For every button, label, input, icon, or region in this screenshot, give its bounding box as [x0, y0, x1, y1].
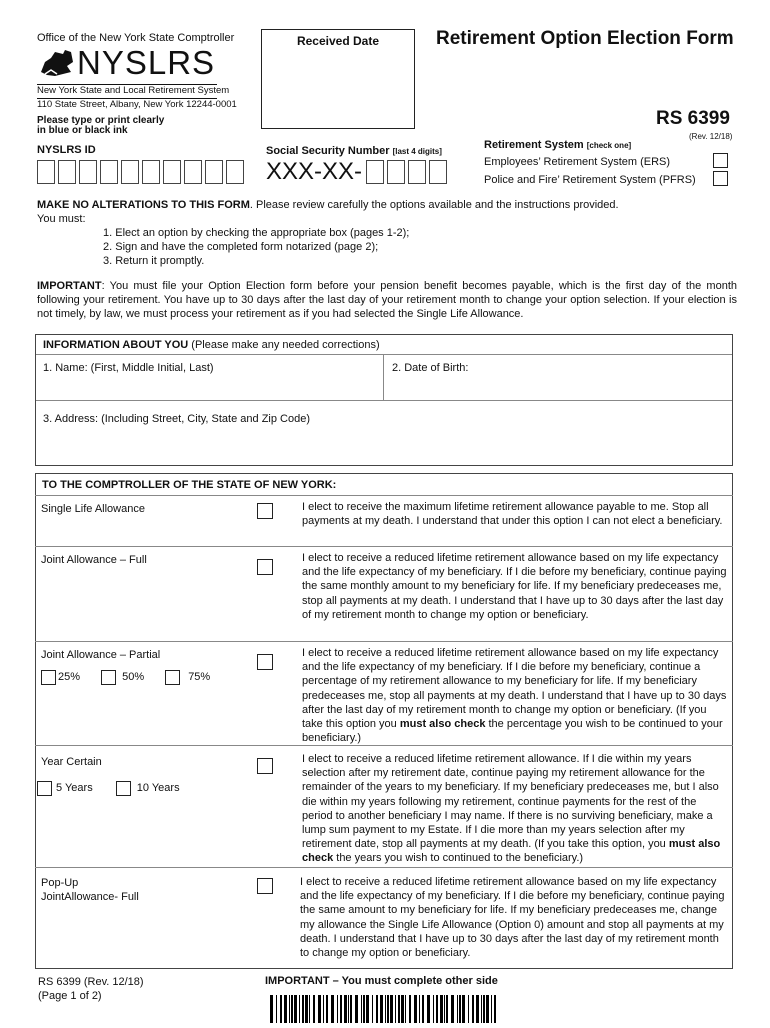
form-number: RS 6399	[656, 108, 730, 129]
year-certain-description	[302, 752, 727, 866]
nyslrs-id-field[interactable]	[37, 160, 247, 189]
ssn-label-text: Social Security Number	[266, 145, 390, 157]
retirement-system-label	[484, 139, 631, 151]
five-years-label: 5 Years	[56, 782, 93, 795]
five-years-checkbox[interactable]	[37, 781, 52, 796]
joint-partial-desc-a: I elect to receive a reduced lifetime retirement allowance based on my life expectancy and the life expectancy of my beneficiary. If I die before my beneficiary, continue a percentage of my retirement allowance to my beneficiary for life. If my beneficiary predeceases me, stop all payments at my death. I understand that I have up to 30 days after the last day of my retirement month to change my option or beneficiary. (If you take this option you	[302, 647, 727, 731]
print-instruction-2: in blue or black ink	[37, 125, 128, 136]
year-certain-must-check: must also check	[302, 838, 721, 865]
retirement-system-hint: [check one]	[586, 141, 632, 150]
step-3: 3. Return it promptly.	[103, 255, 205, 267]
print-instruction: Please type or print clearly	[37, 115, 165, 126]
important-notice	[37, 279, 737, 321]
option-joint-full	[35, 546, 733, 641]
ssn-label	[266, 145, 442, 157]
joint-full-label: Joint Allowance – Full	[41, 554, 147, 566]
pfrs-option-label: Police and Fire’ Retirement System (PFRS)	[484, 174, 696, 186]
joint-partial-must-check: must also check	[399, 718, 486, 731]
ssn-digits-field[interactable]	[366, 160, 450, 189]
barcode-graphic	[270, 995, 498, 1023]
percent-50-checkbox[interactable]	[101, 670, 116, 685]
joint-partial-description	[302, 646, 727, 745]
received-date-label: Received Date	[296, 34, 380, 48]
percent-75-label: 75%	[188, 671, 211, 684]
system-name: New York State and Local Retirement System	[37, 85, 230, 96]
important-label: IMPORTANT	[37, 280, 102, 292]
pfrs-checkbox[interactable]	[713, 171, 728, 186]
percent-25-label: 25%	[58, 671, 81, 684]
year-certain-label: Year Certain	[41, 756, 102, 768]
joint-partial-desc-b: the percentage you wish to be continued to your beneficiary.)	[302, 718, 723, 745]
dob-field[interactable]	[384, 355, 732, 401]
form-revision: (Rev. 12/18)	[689, 132, 733, 141]
option-popup	[35, 867, 733, 968]
footer-page: (Page 1 of 2)	[38, 990, 102, 1002]
popup-label-2: JointAllowance- Full	[41, 891, 139, 903]
single-life-label: Single Life Allowance	[41, 503, 145, 515]
joint-full-checkbox[interactable]	[257, 559, 273, 575]
nyslrs-id-label: NYSLRS ID	[37, 144, 96, 156]
option-joint-partial	[35, 641, 733, 745]
ten-years-checkbox[interactable]	[116, 781, 131, 796]
dob-label: 2. Date of Birth:	[392, 362, 469, 374]
footer-left	[38, 975, 144, 1003]
single-life-checkbox[interactable]	[257, 503, 273, 519]
nyslrs-logo	[37, 44, 217, 82]
year-certain-desc-a: I elect to receive a reduced lifetime retirement allowance. If I die within my years selection after my retirement date, continue paying my retirement allowance for the remainder of the years to my beneficiary. If my beneficiary predeceases me, but I also die within my years following my retirement, continue payments for the rest of the period to another beneficiary I may name. If there is no surviving beneficiary, make a lump sum payment to my Estate. If I die more than my years selection after my retirement date, stop all payments at my death. (If you take this option, you	[302, 753, 719, 851]
popup-label	[41, 876, 139, 904]
barcode	[270, 995, 498, 1023]
popup-description: I elect to receive a reduced lifetime retirement allowance based on my life expectancy and the life expectancy of my beneficiary. If I die before my beneficiary, continue paying the same amount to my beneficiary for life. If my beneficiary predeceases me, change my allowance the Single Life Allowance (Option 0) amount and stop all payments at my death. I understand that I have up to 30 days after the last day of my retirement month to change my option or beneficiary.	[300, 876, 725, 960]
instructions-block	[37, 198, 737, 321]
joint-partial-label: Joint Allowance – Partial	[41, 649, 161, 661]
office-address: 110 State Street, Albany, New York 12244-0001	[37, 99, 237, 110]
info-section	[35, 334, 733, 466]
ssn-hint: [last 4 digits]	[392, 147, 442, 156]
no-alterations-rest: . Please review carefully the options available and the instructions provided.	[249, 199, 619, 211]
percent-75-checkbox[interactable]	[165, 670, 180, 685]
percent-50-label: 50%	[122, 671, 145, 684]
joint-partial-checkbox[interactable]	[257, 654, 273, 670]
joint-full-description: I elect to receive a reduced lifetime retirement allowance based on my life expectancy and the life expectancy of my beneficiary. If I die before my beneficiary, continue paying the same monthly amount to my beneficiary for life. If my beneficiary predeceases me, stop all payments at my death. I understand that I have up to 30 days after the last day of my retirement month to change my option or beneficiary.	[302, 552, 727, 621]
step-1: 1. Elect an option by checking the appropriate box (pages 1-2);	[103, 227, 410, 239]
footer-important: IMPORTANT – You must complete other side	[265, 975, 498, 987]
logo-wordmark: NYSLRS	[77, 44, 216, 81]
name-field[interactable]	[36, 355, 384, 401]
form-title: Retirement Option Election Form	[436, 28, 734, 49]
year-certain-desc-b: the years you wish to continued to the beneficiary.)	[333, 852, 584, 865]
popup-label-1: Pop-Up	[41, 877, 79, 889]
address-field[interactable]	[36, 401, 732, 465]
no-alterations-warning: MAKE NO ALTERATIONS TO THIS FORM	[37, 199, 250, 211]
year-certain-checkbox[interactable]	[257, 758, 273, 774]
name-label: 1. Name: (First, Middle Initial, Last)	[43, 362, 214, 374]
retirement-system-text: Retirement System	[484, 139, 584, 151]
received-date-box	[261, 29, 415, 129]
single-life-description: I elect to receive the maximum lifetime retirement allowance payable to me. Stop all payments at my death. I understand that under this option I can not elect a beneficiary.	[302, 501, 723, 528]
ers-option-label: Employees’ Retirement System (ERS)	[484, 156, 671, 168]
state-outline-icon	[37, 48, 77, 80]
options-title: TO THE COMPTROLLER OF THE STATE OF NEW YORK:	[42, 479, 337, 491]
footer-form-rev: RS 6399 (Rev. 12/18)	[38, 976, 144, 988]
info-title-rest: (Please make any needed corrections)	[188, 339, 380, 351]
popup-checkbox[interactable]	[257, 878, 273, 894]
ers-checkbox[interactable]	[713, 153, 728, 168]
option-single-life	[35, 495, 733, 546]
percent-options	[41, 670, 210, 685]
years-options	[37, 781, 180, 796]
ten-years-label: 10 Years	[136, 782, 180, 795]
option-year-certain	[35, 745, 733, 867]
info-section-header	[36, 335, 732, 355]
info-title: INFORMATION ABOUT YOU	[43, 339, 189, 351]
office-name: Office of the New York State Comptroller	[37, 32, 235, 44]
ssn-prefix: XXX-XX-	[266, 158, 363, 185]
important-text: : You must file your Option Election form before your pension benefit becomes payable, which is the first day of the month following your retirement. You have up to 30 days after the last day of your retirement month to change your option selection. If your election is not timely, by law, we must process your retirement as if you had selected the Single Life Allowance.	[37, 280, 737, 320]
step-2: 2. Sign and have the completed form notarized (page 2);	[103, 241, 379, 253]
you-must-label: You must:	[37, 213, 86, 225]
address-label: 3. Address: (Including Street, City, State and Zip Code)	[43, 413, 310, 425]
percent-25-checkbox[interactable]	[41, 670, 56, 685]
